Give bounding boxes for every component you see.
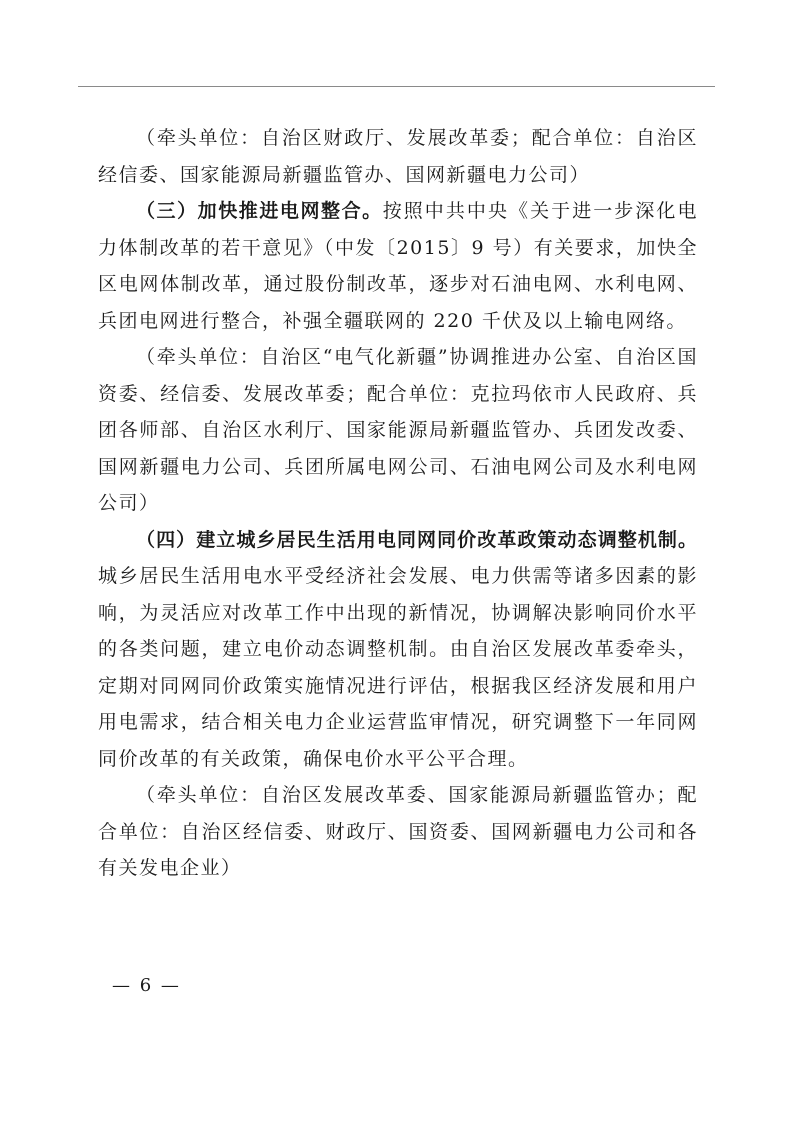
document-body — [98, 120, 698, 887]
paragraph-heading: （三）加快推进电网整合。 — [136, 200, 383, 222]
paragraph-lead-units-1 — [98, 120, 698, 193]
paragraph-grid-integration — [98, 193, 698, 339]
paragraph-lead-units-2 — [98, 339, 698, 522]
paragraph-heading: （四）建立城乡居民生活用电同网同价改革政策动态调整机制。 — [136, 528, 698, 551]
paragraph-text: （牵头单位：自治区发展改革委、国家能源局新疆监管办；配合单位：自治区经信委、财政厅、国资委、国网新疆电力公司和各有关发电企业） — [98, 784, 698, 879]
paragraph-text: （牵头单位：自治区“电气化新疆”协调推进办公室、自治区国资委、经信委、发展改革委；配合单位：克拉玛依市人民政府、兵团各师部、自治区水利厅、国家能源局新疆监管办、兵团发改委、国网新疆电力公司、兵团所属电网公司、石油电网公司及水利电网公司） — [98, 346, 698, 514]
paragraph-text: （牵头单位：自治区财政厅、发展改革委；配合单位：自治区经信委、国家能源局新疆监管办、国网新疆电力公司） — [98, 127, 698, 186]
paragraph-text: 城乡居民生活用电水平受经济社会发展、电力供需等诸多因素的影响，为灵活应对改革工作中出现的新情况，协调解决影响同价水平的各类问题，建立电价动态调整机制。由自治区发展改革委牵头，定期对同网同价政策实施情况进行评估，根据我区经济发展和用户用电需求，结合相关电力企业运营监审情况，研究调整下一年同网同价改革的有关政策，确保电价水平公平合理。 — [98, 565, 698, 770]
paragraph-lead-units-3 — [98, 777, 698, 887]
page-number: — 6 — — [112, 975, 181, 996]
paragraph-text: 按照中共中央《关于进一步深化电力体制改革的若干意见》（中发〔2015〕9 号）有关要求，加快全区电网体制改革，通过股份制改革，逐步对石油电网、水利电网、兵团电网进行整合，补强全疆联网的 220 千伏及以上输电网络。 — [98, 200, 698, 332]
header-rule — [78, 86, 715, 87]
paragraph-price-mechanism — [98, 522, 698, 778]
